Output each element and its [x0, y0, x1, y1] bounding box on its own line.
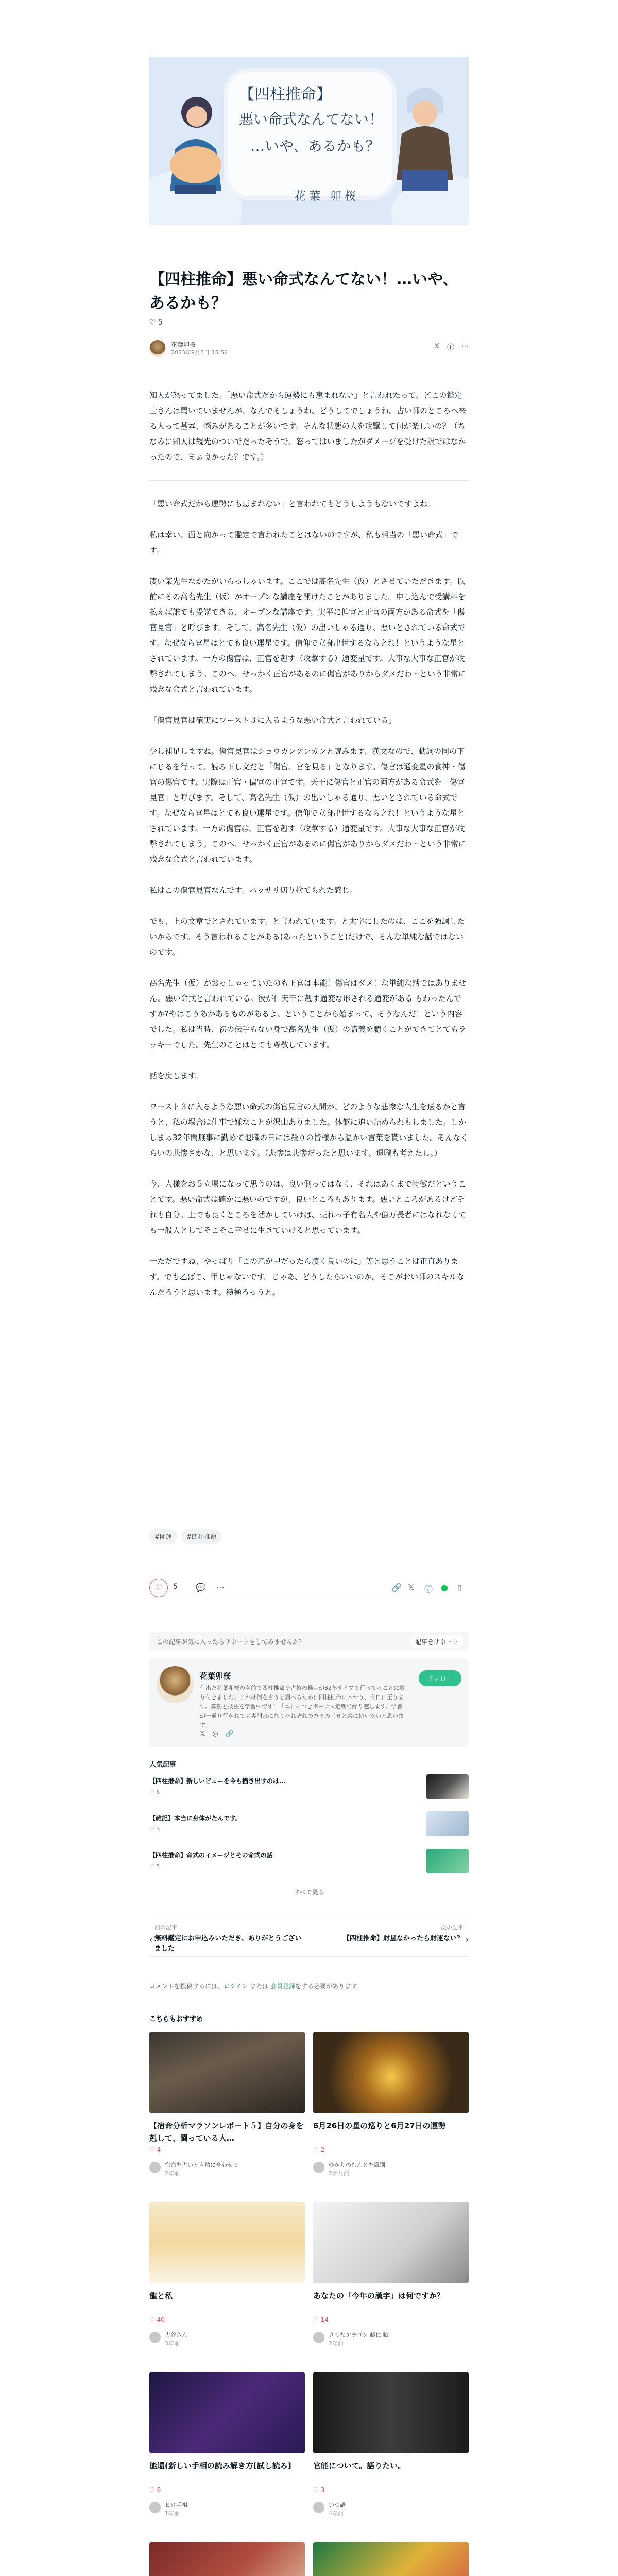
card-likes: ♡ 4	[149, 2146, 161, 2154]
paragraph: 高名先生（仮）がおっしゃっていたのも正官は本能！傷官はダメ！な単純な話ではありません。悪い命式と言われている。彼が仁天干に剋す通変な形される通変がある もわったんですか?やはこうあかあるものがあるよ、ということから始まって、そうなんだ！という内容でした。私は当時、初の伝手もない身で高名先生（仮）の講義を聴くことができてとてもラッキーでした。先生のことはとても尊敬しています。	[149, 978, 467, 1049]
like-button[interactable]	[149, 1579, 168, 1597]
card-title: 龍と私	[149, 2291, 173, 2300]
facebook-share-icon[interactable]: ⓕ	[447, 344, 454, 352]
recommended-card[interactable]	[313, 2372, 469, 2537]
card-likes: ♡ 14	[313, 2316, 329, 2324]
popular-item-thumbnail	[426, 1811, 469, 1836]
card-time: 2年前	[329, 2340, 344, 2347]
hero-author: 花葉 卯桜	[295, 190, 359, 203]
popular-item-likes: ♡ 5	[149, 1863, 160, 1870]
heart-outline-icon: ♡	[149, 318, 156, 327]
card-time: 4年前	[329, 2510, 344, 2517]
card-author[interactable]: ヒロ手相	[165, 2502, 187, 2509]
title-likes[interactable]	[149, 318, 163, 327]
paragraph: 凄い某先生なかたがいらっしゃいます。ここでは高名先生（仮）とさせていただきます。以前にその高名先生（仮）がオープンな講座を開けたことがありました。申し込んで受講料を払えば誰でも受講できる、オープンな講座です。実平に偏官と正官の両方がある命式を「傷官見官」と呼びます。そして、高名先生（仮）の出いしゃる通り、悪いとされている命式です。なぜなら官星はとても良い運星です。信仰で立身出世するなら之れ！というような星とされています。一方の傷官は、正官を剋す（攻撃する）通変星です。大事な大事な正官が攻撃されてしまう。このへ、せっかく正官があるのに傷官がありからダメだわ～という非常に残念な命式と言われています。	[149, 577, 466, 694]
support-text: この記事が気に入ったらサポートをしてみませんか？	[157, 1638, 305, 1646]
card-thumbnail	[149, 2032, 305, 2113]
popular-item-thumbnail	[426, 1774, 469, 1799]
popular-item-title: 【雑記】本当に身体がたんです。	[149, 1815, 242, 1822]
follow-button[interactable]: フォロー	[419, 1670, 461, 1686]
divider	[149, 480, 469, 481]
heart-icon: ♡	[154, 1583, 163, 1592]
prev-article-link[interactable]	[154, 1923, 304, 1954]
card-author-avatar[interactable]	[149, 2502, 161, 2513]
card-title: 6月26日の星の巡りと6月27日の運勢	[313, 2121, 446, 2130]
popular-heading: 人気記事	[149, 1761, 177, 1769]
article-body	[149, 387, 469, 1315]
recommended-card[interactable]	[313, 2032, 469, 2197]
card-thumbnail	[313, 2032, 469, 2113]
popular-item-title: 【四柱推命】新しいビューを今も描き出すのは…	[149, 1777, 286, 1785]
tag-chip[interactable]: #四柱推命	[181, 1529, 221, 1544]
x-icon[interactable]: 𝕏	[200, 1730, 205, 1738]
sad-person-left-illustration	[165, 88, 227, 201]
paragraph: 「悪い命式だから運勢にも恵まれない」と言われてもどうしようもないですよね。	[149, 499, 436, 509]
card-title: 能還(新しい手相の読み解き方[試し読み]	[149, 2461, 291, 2470]
popular-item[interactable]	[149, 1849, 469, 1877]
bookmark-icon[interactable]: ▯	[457, 1583, 462, 1592]
next-article-link[interactable]	[314, 1923, 464, 1944]
hero-image	[149, 57, 469, 225]
paragraph: 一ただですね、やっぱり「この乙が甲だったら凄く良いのに」等と思うことは正直あります。でも乙ばこ、甲じゃないです。じゃあ、どうしたらいいのか。そこがおい師のスキルなんだろうと思います。積極ろっうと。	[149, 1257, 465, 1297]
paragraph: 今、人様をお５立場になって思うのは、良い側ってはなく、それはあくまで特徴だということです。悪い命式は確かに悪いのですが、良いところもあります。悪いところがあるけどそれも自分。上でも良くところを活かしていけば、売れっ子有名人や億万長者にはなれなくても一般人としてそこそこ幸せに生きていけると思っています。	[149, 1179, 467, 1235]
paragraph: 「傷官見官は確実にワースト３に入るような悪い命式と言われている」	[149, 716, 397, 725]
paragraph: でも、上の文章でとされています。と言われています。と太字にしたのは、ここを強調したいからです。そう言われることがある(あったということ)だけで、そんな単純な話ではないのです。	[149, 917, 465, 957]
link-icon[interactable]: 🔗	[225, 1730, 234, 1738]
card-author-avatar[interactable]	[313, 2502, 324, 2513]
sad-person-right-illustration	[391, 77, 458, 201]
article-title: 【四柱推命】悪い命式なんてない！…いや、あるかも？	[149, 270, 458, 312]
prev-label: 前の記事	[154, 1924, 177, 1931]
card-title: あなたの「今年の漢字」は何ですか？	[313, 2291, 445, 2300]
facebook-share-icon[interactable]: ⓕ	[424, 1584, 433, 1594]
card-author[interactable]: 大谷さん	[165, 2332, 187, 2338]
author-profile-card	[149, 1659, 469, 1747]
card-likes: ♡ 40	[149, 2316, 165, 2324]
comment-or: または	[250, 1982, 269, 1990]
support-button[interactable]: 記事をサポート	[410, 1635, 464, 1648]
author-avatar[interactable]	[149, 340, 166, 357]
card-thumbnail	[313, 2372, 469, 2453]
card-author[interactable]: いつ語	[329, 2502, 346, 2509]
card-thumbnail	[149, 2542, 305, 2576]
prev-title: 無料鑑定にお申込みいただき、ありがとうございました	[154, 1935, 302, 1953]
paragraph: 知人が怒ってました。「悪い命式だから運勢にも恵まれない」と言われたって。どこの鑑定士さんは聞いていませんが、なんでそしょうね、どうしてでしょうね。占い師のところへ来る人って基本、悩みがあることが多いです。そんな状態の人を攻撃して何が楽しいの？（ちなみに知人は観光のついでだったそうで、怒ってはいましたがダメージを受けた訳ではなかったので、まぁ良かった？です。）	[149, 391, 467, 462]
hero-line-2: 悪い命式なんてない！	[239, 111, 384, 128]
card-time: 1年前	[165, 2510, 180, 2517]
popular-item[interactable]	[149, 1774, 469, 1803]
share-icons	[434, 342, 469, 352]
card-time: 3年前	[165, 2340, 180, 2347]
card-author-avatar[interactable]	[149, 2332, 161, 2343]
author-row	[149, 339, 469, 360]
login-link[interactable]: ログイン	[224, 1982, 248, 1990]
more-options-icon[interactable]: ⋯	[461, 342, 469, 350]
comment-login-note	[149, 1981, 363, 1990]
x-share-icon[interactable]: 𝕏	[408, 1583, 415, 1592]
signup-link[interactable]: 会員登録	[270, 1982, 296, 1990]
x-share-icon[interactable]: 𝕏	[434, 342, 440, 350]
paragraph: 少し補足しますね。傷官見官はショウカンケンカンと読みます。漢文なので、動詞の同の下にじるを行って、読み下し文だと「傷官、官を見る」となります。傷官は通変星の食神・傷官の傷官です。実際は正官・偏官の正官です。天干に傷官と正官の両方がある命式を「傷官見官」と呼びます。そして、高名先生（仮）の出いしゃる通り、悪いとされている命式です。なぜなら官星はとても良い運星です。信仰で立身出世するなら之れ！というような星とされています。一方の傷官は、正官を剋す（攻撃する）通変星です。大事な大事な正官が攻撃されてしまう。このへ、せっかく正官があるのに傷官がありからダメだわ～という非常に残念な命式と言われています。	[149, 747, 466, 864]
article-navigation	[149, 1916, 469, 1957]
card-author[interactable]: 宿命を占いと自然に合わせる	[165, 2162, 238, 2168]
paragraph: 私はこの傷官見官なんです。バッサリ切り捨てられた感じ。	[149, 886, 357, 895]
author-name[interactable]: 花葉卯桜	[171, 341, 196, 348]
card-thumbnail	[149, 2202, 305, 2283]
like-count: 5	[173, 1583, 178, 1591]
card-thumbnail	[149, 2372, 305, 2453]
paragraph: 話を戻します。	[149, 1071, 203, 1080]
popular-item-likes: ♡ 6	[149, 1789, 160, 1795]
paragraph: 私は幸い、面と向かって鑑定で言われたことはないのですが、私も相当の「悪い命式」です。	[149, 530, 459, 555]
recommended-card[interactable]	[149, 2202, 305, 2367]
hero-line-3: …いや、あるかも？	[250, 138, 380, 155]
card-author[interactable]: さうなアチコン 藤仁 賦	[329, 2332, 389, 2338]
tag-chip[interactable]: #開運	[149, 1529, 177, 1544]
next-title: 【四柱推命】財星なかったら財運ない？	[342, 1935, 464, 1942]
author-avatar-large[interactable]	[157, 1666, 194, 1703]
comment-note-tail: をする必要があります。	[295, 1982, 363, 1990]
card-title: 【宿命分析マラソンレポート５】自分の身を剋して、闘っている人…	[149, 2121, 304, 2143]
profile-social-icons	[200, 1730, 234, 1738]
profile-description: 仕出た花葉卯桜の名前で四柱推命や占術の鑑定が32年サイフで行ってることに取り付きました。これは何を占うと調べるために四柱推命にハマり、今日に至ります。算勘と技法を学習中です！「本」につきボーナス定期で繰り越します。学習が一通り行かれての専門家になりそれぞれの方々の幸せと共に使いたいと思います。	[200, 1685, 405, 1728]
recommended-card[interactable]	[149, 2372, 305, 2537]
instagram-icon[interactable]: ◎	[212, 1730, 218, 1738]
comment-note-text: コメントを投稿するには、	[149, 1982, 224, 1990]
more-icon[interactable]: ⋯	[216, 1583, 225, 1592]
next-label: 次の記事	[441, 1924, 464, 1931]
card-author-avatar[interactable]	[313, 2332, 324, 2343]
popular-item-thumbnail	[426, 1849, 469, 1873]
card-likes: ♡ 2	[313, 2146, 325, 2154]
see-all-link[interactable]: すべて見る	[294, 1889, 324, 1896]
recommended-card[interactable]	[149, 2542, 305, 2576]
article-actions	[149, 1579, 469, 1599]
card-author-avatar[interactable]	[313, 2162, 324, 2173]
hero-line-1: 【四柱推命】	[239, 86, 332, 104]
recommended-card[interactable]	[313, 2542, 469, 2576]
card-likes: ♡ 3	[313, 2486, 325, 2494]
card-author[interactable]: ゆかりのむんとを識別－	[329, 2162, 391, 2168]
card-time: 2か月前	[329, 2170, 349, 2177]
paragraph: ワースト３に入るような悪い命式の傷官見官の人間が、どのような悲惨な人生を送るかと言うと、私の場合は仕事で嫌なことが沢山ありました。体躯に追い詰められもしました。しかしまぁ32年間無事に勤めて退職の日には殺りの皆様から温かい言葉を貰いました。そんなくらいの悲惨さかな、と思います。（悲惨は悲惨だったと思います。退職も考えたし。）	[149, 1102, 469, 1158]
card-thumbnail	[313, 2542, 469, 2576]
card-author-avatar[interactable]	[149, 2162, 161, 2173]
popular-item[interactable]	[149, 1811, 469, 1840]
popular-item-title: 【四柱推命】命式のイメージとその命式の話	[149, 1852, 273, 1859]
profile-name[interactable]: 花葉卯桜	[200, 1671, 231, 1681]
card-time: 2年前	[165, 2170, 180, 2177]
recommended-heading: こちらもおすすめ	[149, 2015, 203, 2023]
line-share-icon[interactable]: ●	[441, 1583, 448, 1592]
link-icon[interactable]: 🔗	[391, 1583, 402, 1592]
title-like-count: 5	[158, 318, 163, 327]
card-thumbnail	[313, 2202, 469, 2283]
recommended-card[interactable]	[313, 2202, 469, 2367]
support-banner	[149, 1632, 469, 1651]
comment-icon[interactable]: 💬	[196, 1583, 206, 1592]
card-title: 官能について。語りたい。	[313, 2461, 406, 2470]
publish-date: 2023年9月5日 15:52	[171, 349, 228, 356]
chevron-left-icon[interactable]: ‹	[149, 1935, 153, 1944]
tag-list	[149, 1529, 221, 1544]
recommended-card[interactable]	[149, 2032, 305, 2197]
card-likes: ♡ 6	[149, 2486, 161, 2494]
popular-item-likes: ♡ 3	[149, 1826, 160, 1833]
chevron-right-icon[interactable]: ›	[465, 1935, 469, 1944]
